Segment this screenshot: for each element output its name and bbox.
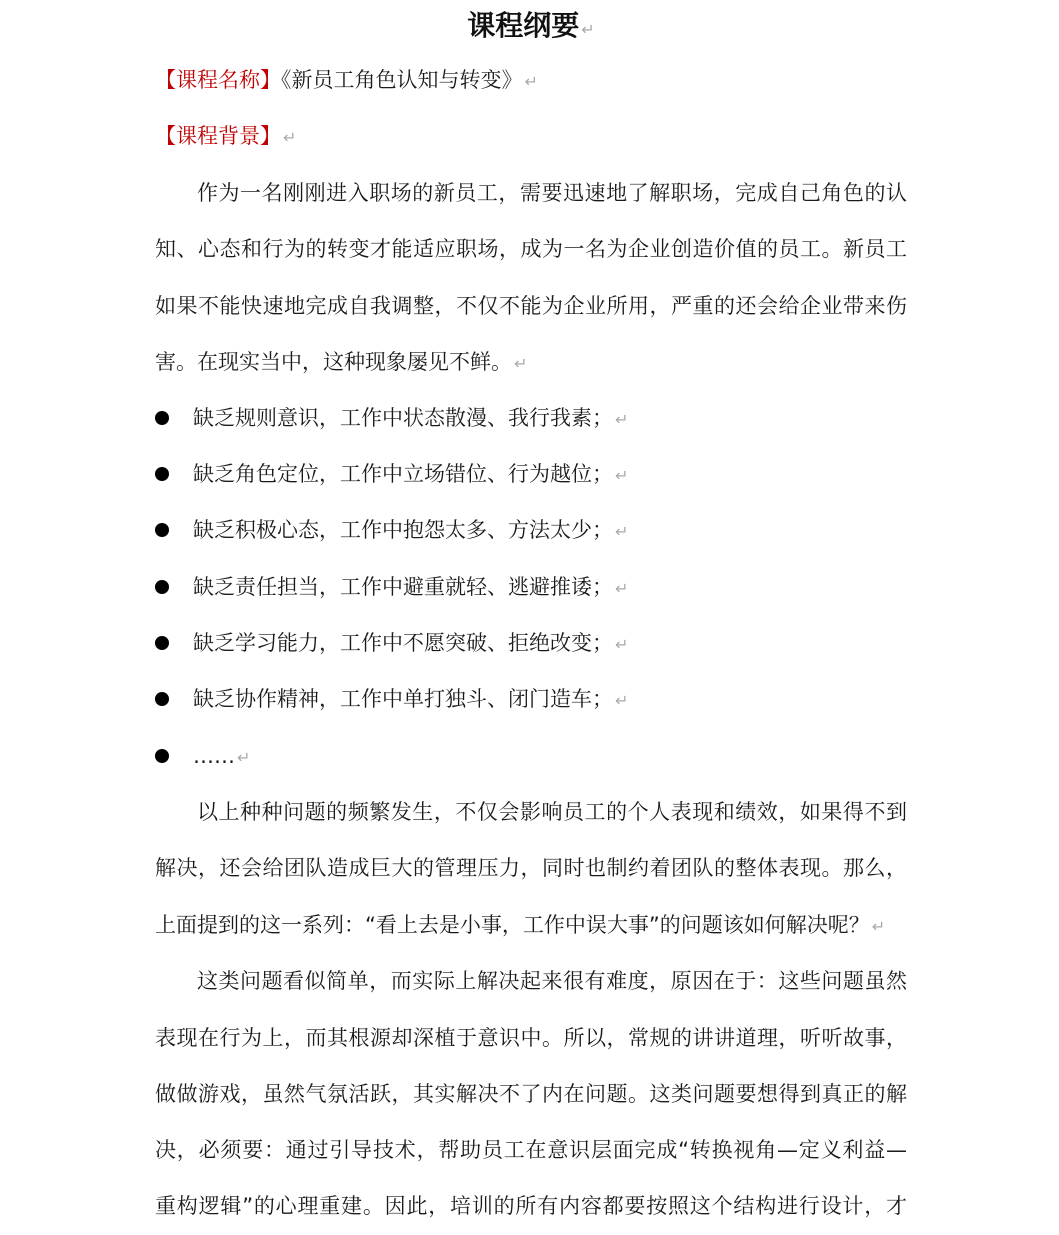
problem-line: 以上种种问题的频繁发生，不仅会影响员工的个人表现和绩效，如果得不到 (197, 800, 907, 824)
solution-line: 重构逻辑”的心理重建。因此，培训的所有内容都要按照这个结构进行设计，才 (155, 1194, 907, 1218)
paragraph-mark-icon: ↵ (615, 635, 629, 654)
bullet-text (193, 671, 628, 729)
bullet-dot-icon (155, 636, 169, 650)
bullet-item (155, 502, 907, 558)
intro-line: 如果不能快速地完成自我调整，不仅不能为企业所用，严重的还会给企业带来伤 (155, 294, 907, 318)
paragraph-mark-icon: ↵ (615, 522, 629, 541)
paragraph-mark-icon: ↵ (615, 691, 629, 710)
bullet-dot-icon (155, 523, 169, 537)
bullet-dot-icon (155, 692, 169, 706)
intro-line: 作为一名刚刚进入职场的新员工，需要迅速地了解职场，完成自己角色的认 (197, 181, 907, 205)
bullet-text (193, 446, 628, 504)
problem-line-text: 上面提到的这一系列：“看上去是小事，工作中误大事”的问题该如何解决呢？ (155, 913, 870, 937)
intro-line: 知、心态和行为的转变才能适应职场，成为一名为企业创造价值的员工。新员工 (155, 237, 907, 261)
document-title (155, 4, 907, 52)
bullet-label: 缺乏责任担当，工作中避重就轻、逃避推诿； (193, 575, 613, 599)
bullet-dot-icon (155, 411, 169, 425)
bullet-label: 缺乏规则意识，工作中状态散漫、我行我素； (193, 406, 613, 430)
paragraph-mark-icon: ↵ (283, 128, 297, 147)
bullet-label: …… (193, 744, 235, 768)
bullet-text (193, 559, 628, 617)
paragraph-mark-icon: ↵ (237, 748, 251, 767)
bullet-item (155, 615, 907, 671)
bullet-label: 缺乏角色定位，工作中立场错位、行为越位； (193, 462, 613, 486)
solution-line: 做做游戏，虽然气氛活跃，其实解决不了内在问题。这类问题要想得到真正的解 (155, 1082, 907, 1106)
bullet-text (193, 502, 628, 560)
course-background-line (155, 108, 296, 164)
bullet-text (193, 390, 628, 448)
bullet-text (193, 615, 628, 673)
intro-line-last (155, 334, 907, 390)
paragraph-mark-icon: ↵ (615, 579, 629, 598)
title-text: 课程纲要 (467, 9, 580, 42)
course-name-value: 《新员工角色认知与转变》 (281, 68, 523, 92)
solution-line: 决，必须要：通过引导技术，帮助员工在意识层面完成“转换视角—定义利益— (155, 1138, 907, 1162)
bullet-dot-icon (155, 749, 169, 763)
paragraph-mark-icon: ↵ (871, 917, 886, 936)
course-background-label: 【课程背景】 (155, 124, 281, 148)
paragraph-mark-icon: ↵ (514, 354, 528, 373)
bullet-dot-icon (155, 467, 169, 481)
bullet-text (193, 728, 250, 786)
paragraph-mark-icon: ↵ (524, 72, 538, 91)
problem-line-last (155, 897, 907, 953)
bullet-item (155, 559, 907, 615)
bullet-item (155, 446, 907, 502)
intro-line-text: 害。在现实当中，这种现象屡见不鲜。 (155, 350, 512, 374)
bullet-label: 缺乏积极心态，工作中抱怨太多、方法太少； (193, 518, 613, 542)
problem-line: 解决，还会给团队造成巨大的管理压力，同时也制约着团队的整体表现。那么， (155, 856, 907, 880)
bullet-item (155, 671, 907, 727)
course-name-label: 【课程名称】 (155, 68, 281, 92)
solution-line: 这类问题看似简单，而实际上解决起来很有难度，原因在于：这些问题虽然 (197, 969, 907, 993)
bullet-label: 缺乏协作精神，工作中单打独斗、闭门造车； (193, 687, 613, 711)
bullet-item (155, 728, 907, 784)
course-name-line (155, 52, 538, 108)
paragraph-mark-icon: ↵ (615, 466, 629, 485)
paragraph-mark-icon: ↵ (581, 20, 595, 39)
paragraph-mark-icon: ↵ (615, 410, 629, 429)
bullet-dot-icon (155, 580, 169, 594)
solution-line: 表现在行为上，而其根源却深植于意识中。所以，常规的讲讲道理，听听故事， (155, 1026, 907, 1050)
bullet-label: 缺乏学习能力，工作中不愿突破、拒绝改变； (193, 631, 613, 655)
bullet-item (155, 390, 907, 446)
